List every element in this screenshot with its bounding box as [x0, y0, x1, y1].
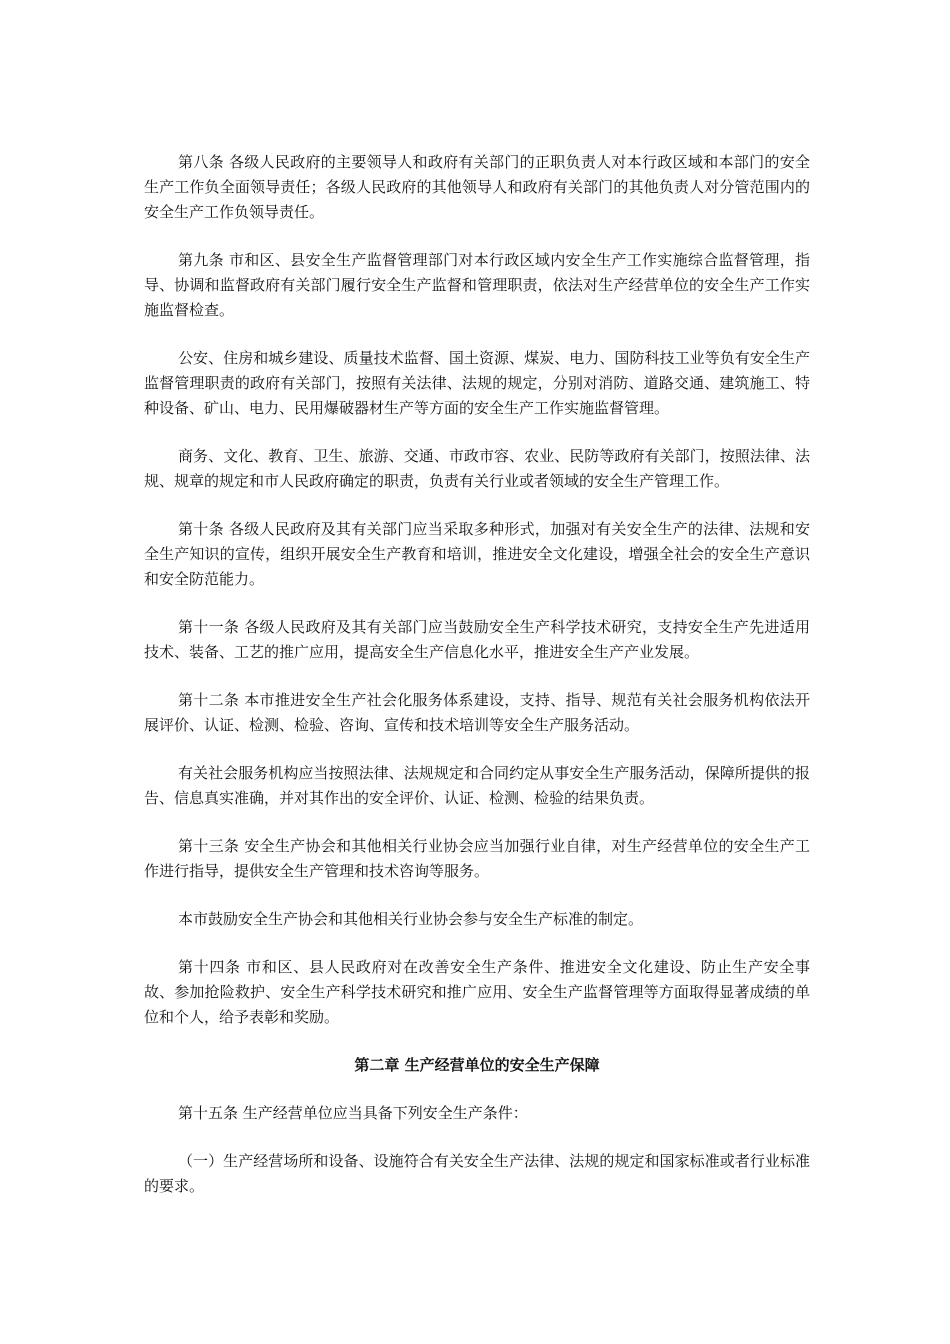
article-14: 第十四条 市和区、县人民政府对在改善安全生产条件、推进安全文化建设、防止生产安全事故、参加抢险救护、安全生产科学技术研究和推广应用、安全生产监督管理等方面取得显著成绩的单位和个人，给予表彰和奖励。 — [144, 958, 810, 1026]
article-10: 第十条 各级人民政府及其有关部门应当采取多种形式，加强对有关安全生产的法律、法规和安全生产知识的宣传，组织开展安全生产教育和培训，推进安全文化建设，增强全社会的安全生产意识和安全防范能力。 — [144, 520, 810, 588]
article-9-para-2: 公安、住房和城乡建设、质量技术监督、国土资源、煤炭、电力、国防科技工业等负有安全生产监督管理职责的政府有关部门，按照有关法律、法规的规定，分别对消防、道路交通、建筑施工、特种设备、矿山、电力、民用爆破器材生产等方面的安全生产工作实施监督管理。 — [144, 349, 810, 417]
article-9: 第九条 市和区、县安全生产监督管理部门对本行政区域内安全生产工作实施综合监督管理，指导、协调和监督政府有关部门履行安全生产监督和管理职责，依法对生产经营单位的安全生产工作实施监督检查。 — [144, 251, 810, 319]
article-12-para-2: 有关社会服务机构应当按照法律、法规规定和合同约定从事安全生产服务活动，保障所提供的报告、信息真实准确，并对其作出的安全评价、认证、检测、检验的结果负责。 — [144, 764, 810, 807]
article-13: 第十三条 安全生产协会和其他相关行业协会应当加强行业自律，对生产经营单位的安全生产工作进行指导，提供安全生产管理和技术咨询等服务。 — [144, 837, 810, 880]
article-13-para-2: 本市鼓励安全生产协会和其他相关行业协会参与安全生产标准的制定。 — [178, 910, 644, 928]
article-11: 第十一条 各级人民政府及其有关部门应当鼓励安全生产科学技术研究，支持安全生产先进适用技术、装备、工艺的推广应用，提高安全生产信息化水平，推进安全生产产业发展。 — [144, 618, 810, 661]
article-15-item-1: （一）生产经营场所和设备、设施符合有关安全生产法律、法规的规定和国家标准或者行业标准的要求。 — [144, 1152, 810, 1195]
article-12: 第十二条 本市推进安全生产社会化服务体系建设，支持、指导、规范有关社会服务机构依法开展评价、认证、检测、检验、咨询、宣传和技术培训等安全生产服务活动。 — [144, 691, 810, 734]
chapter-heading: 第二章 生产经营单位的安全生产保障 — [354, 1056, 600, 1074]
article-9-para-3: 商务、文化、教育、卫生、旅游、交通、市政市容、农业、民防等政府有关部门，按照法律、法规、规章的规定和市人民政府确定的职责，负责有关行业或者领域的安全生产管理工作。 — [144, 447, 810, 490]
article-15: 第十五条 生产经营单位应当具备下列安全生产条件： — [178, 1104, 528, 1122]
article-8: 第八条 各级人民政府的主要领导人和政府有关部门的正职负责人对本行政区域和本部门的安全生产工作负全面领导责任；各级人民政府的其他领导人和政府有关部门的其他负责人对分管范围内的安全生产工作负领导责任。 — [144, 153, 810, 221]
document-page — [144, 150, 810, 1222]
